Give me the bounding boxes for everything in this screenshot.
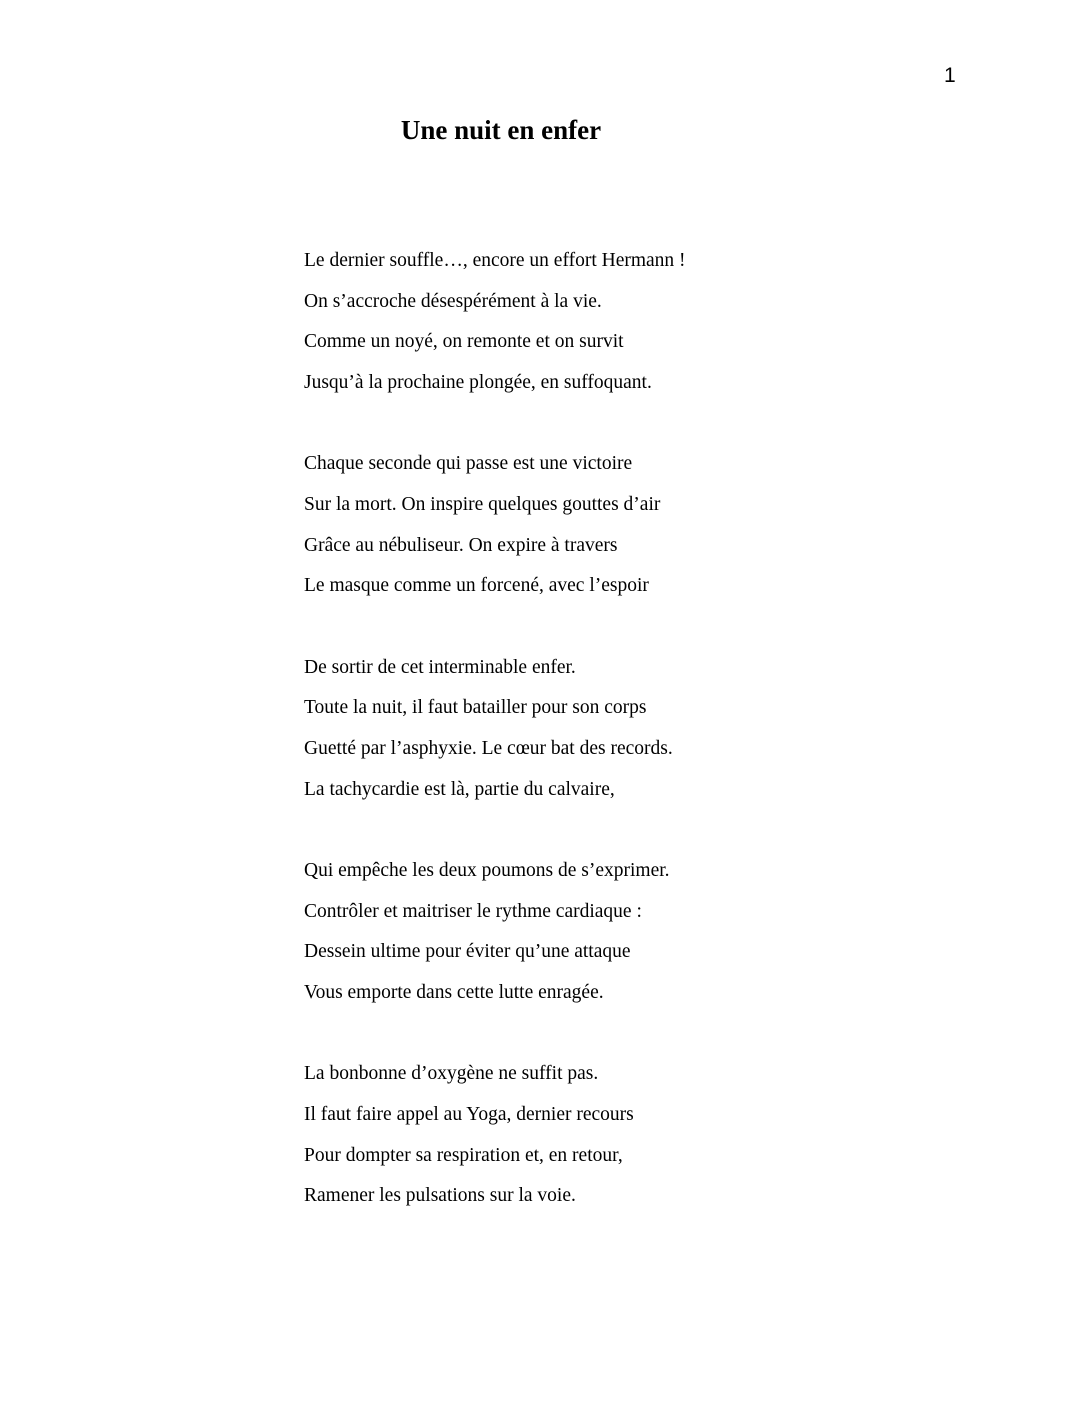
verse-line: Chaque seconde qui passe est une victoire [304, 453, 633, 475]
verse-line: Guetté par l’asphyxie. Le cœur bat des records. [304, 738, 673, 760]
verse-line: Le masque comme un forcené, avec l’espoir [304, 575, 649, 597]
verse-line: La bonbonne d’oxygène ne suffit pas. [304, 1063, 599, 1085]
stanza-4 [304, 851, 686, 1014]
stanza-3 [304, 648, 686, 811]
verse-line: Il faut faire appel au Yoga, dernier recours [304, 1103, 634, 1125]
verse-line: Ramener les pulsations sur la voie. [304, 1185, 576, 1207]
stanza-2 [304, 444, 686, 607]
verse-line: Jusqu’à la prochaine plongée, en suffoquant. [304, 372, 652, 394]
verse-line: Le dernier souffle…, encore un effort Hermann ! [304, 250, 686, 271]
page-number: 1 [944, 64, 956, 87]
verse-line: Grâce au nébuliseur. On expire à travers [304, 534, 618, 556]
stanza-5 [304, 1054, 686, 1217]
verse-line: Qui empêche les deux poumons de s’exprimer. [304, 859, 670, 881]
verse-line: La tachycardie est là, partie du calvaire, [304, 778, 615, 800]
verse-line: De sortir de cet interminable enfer. [304, 656, 576, 678]
verse-line: Sur la mort. On inspire quelques gouttes d’air [304, 494, 661, 516]
stanza-1 [304, 241, 686, 404]
verse-line: On s’accroche désespérément à la vie. [304, 290, 602, 312]
poem-body [304, 241, 686, 1217]
poem-title: Une nuit en enfer [400, 115, 602, 145]
verse-line: Vous emporte dans cette lutte enragée. [304, 982, 604, 1004]
verse-line: Toute la nuit, il faut batailler pour son corps [304, 697, 647, 719]
verse-line: Pour dompter sa respiration et, en retour, [304, 1144, 623, 1166]
verse-line: Comme un noyé, on remonte et on survit [304, 331, 624, 353]
verse-line: Contrôler et maitriser le rythme cardiaque : [304, 900, 642, 922]
verse-line: Dessein ultime pour éviter qu’une attaque [304, 941, 631, 963]
